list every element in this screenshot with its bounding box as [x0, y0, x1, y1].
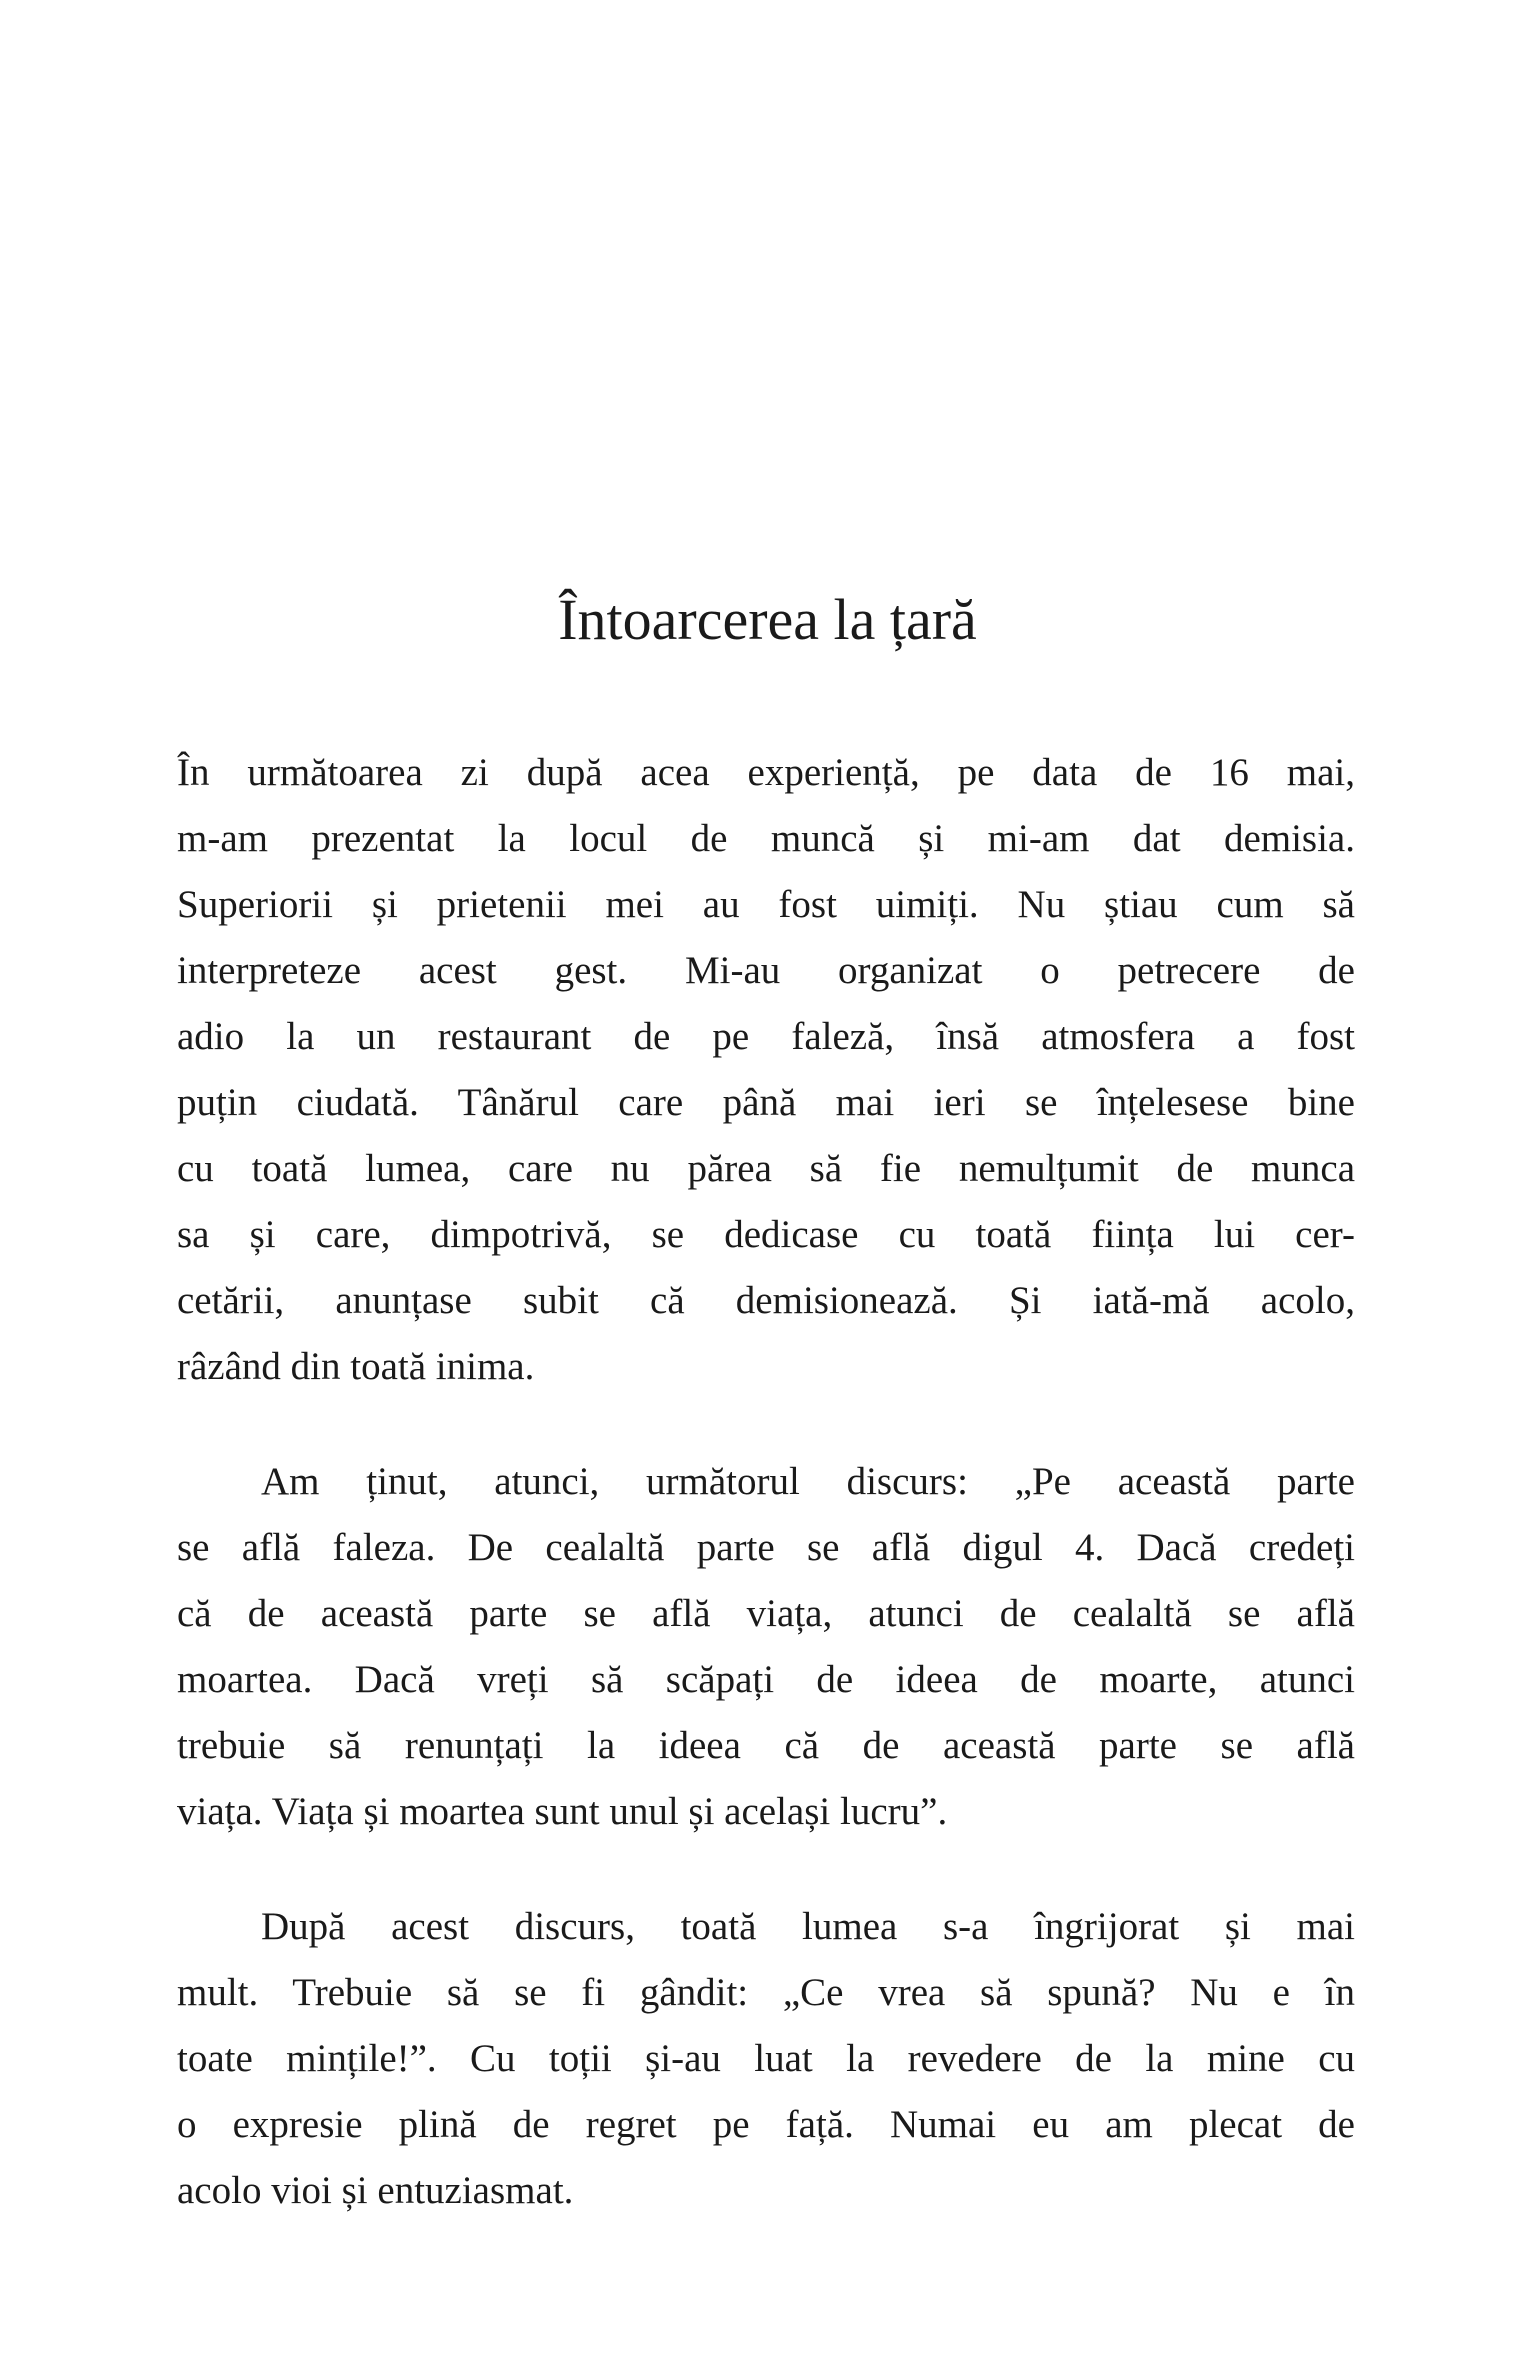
chapter-title: Întoarcerea la țară [558, 587, 977, 652]
text-line: moartea. Dacă vreți să scăpați de ideea de moarte, atunci [177, 1658, 1355, 1701]
text-line: cu toată lumea, care nu părea să fie nemulțumit de munca [177, 1147, 1355, 1190]
text-line: toate mințile!”. Cu toții și-au luat la revedere de la mine cu [177, 2037, 1355, 2080]
text-line: acolo vioi și entuziasmat. [177, 2169, 574, 2212]
text-line: că de această parte se află viața, atunci de cealaltă se află [177, 1592, 1355, 1635]
text-line: puțin ciudată. Tânărul care până mai ieri se înțelesese bine [177, 1081, 1355, 1124]
text-line: În următoarea zi după acea experiență, pe data de 16 mai, [177, 751, 1355, 794]
text-line: se află faleza. De cealaltă parte se află digul 4. Dacă credeți [177, 1526, 1355, 1569]
text-line: După acest discurs, toată lumea s-a îngrijorat și mai [261, 1905, 1355, 1948]
text-line: sa și care, dimpotrivă, se dedicase cu toată ființa lui cer- [177, 1213, 1355, 1256]
text-line: interpreteze acest gest. Mi-au organizat o petrecere de [177, 949, 1355, 992]
text-line: o expresie plină de regret pe față. Numai eu am plecat de [177, 2103, 1355, 2146]
text-line: adio la un restaurant de pe faleză, însă atmosfera a fost [177, 1015, 1355, 1058]
text-line: Am ținut, atunci, următorul discurs: „Pe această parte [261, 1460, 1355, 1503]
text-line: trebuie să renunțați la ideea că de această parte se află [177, 1724, 1355, 1767]
paragraph [177, 1894, 1355, 2224]
paragraph [177, 740, 1355, 1400]
text-line: râzând din toată inima. [177, 1345, 535, 1388]
paragraph [177, 1449, 1355, 1845]
text-line: cetării, anunțase subit că demisionează. Și iată-mă acolo, [177, 1279, 1355, 1322]
text-line: viața. Viața și moartea sunt unul și același lucru”. [177, 1790, 948, 1833]
text-line: Superiorii și prietenii mei au fost uimiți. Nu știau cum să [177, 883, 1355, 926]
text-line: mult. Trebuie să se fi gândit: „Ce vrea să spună? Nu e în [177, 1971, 1355, 2014]
text-line: m-am prezentat la locul de muncă și mi-am dat demisia. [177, 817, 1355, 860]
chapter-body [177, 740, 1355, 2273]
